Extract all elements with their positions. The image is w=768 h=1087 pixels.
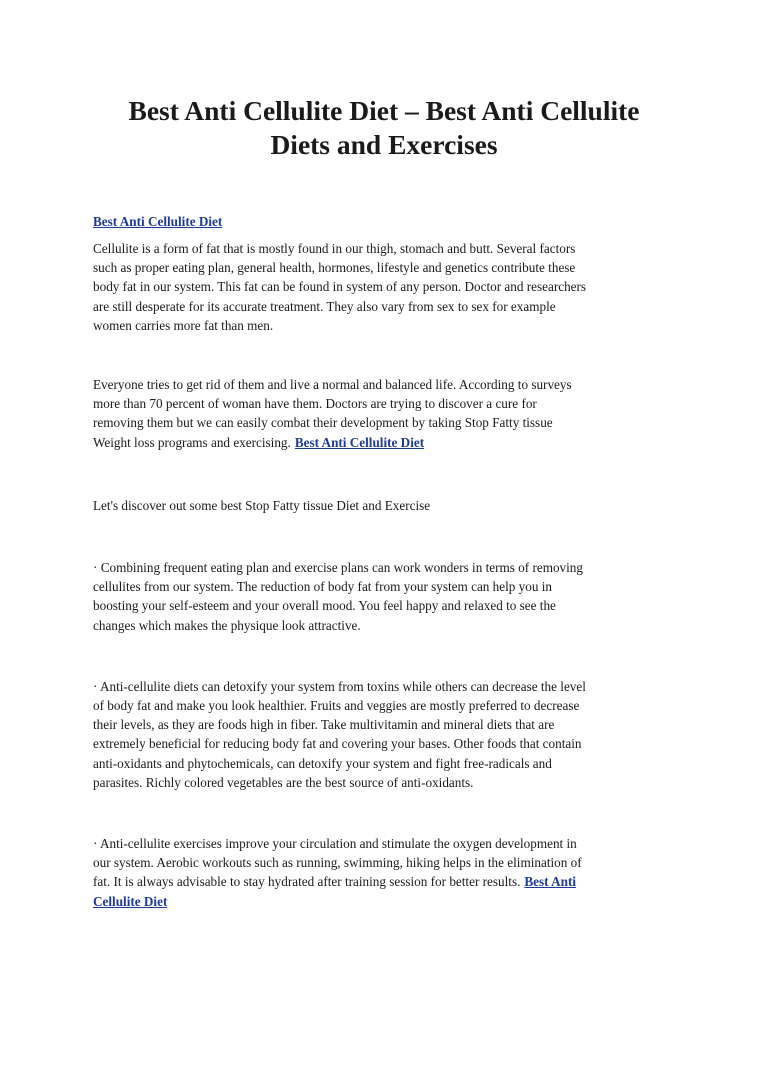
paragraph-intro bbox=[93, 239, 681, 335]
text-line: their levels, as they are foods high in fiber. Take multivitamin and mineral diets that are bbox=[93, 717, 555, 733]
paragraph-spacer bbox=[93, 515, 681, 558]
title-line-1: Best Anti Cellulite Diet – Best Anti Cellulite bbox=[128, 95, 640, 126]
text-line: women carries more fat than men. bbox=[93, 317, 274, 333]
title-line-2: Diets and Exercises bbox=[270, 129, 498, 160]
text-line: anti-oxidants and phytochemicals, can detoxify your system and fight free-radicals and bbox=[93, 755, 552, 771]
paragraph-spacer bbox=[93, 335, 681, 375]
paragraph-spacer bbox=[93, 792, 681, 834]
paragraph-spacer bbox=[93, 452, 681, 496]
text-line: Cellulite is a form of fat that is mostly found in our thigh, stomach and butt. Several factors bbox=[93, 241, 576, 256]
best-anti-cellulite-diet-link-part1[interactable]: Best Anti bbox=[524, 874, 577, 890]
bullet-combining bbox=[93, 558, 681, 635]
text-line: parasites. Richly colored vegetables are the best source of anti-oxidants. bbox=[93, 774, 474, 790]
text-line: are still desperate for its accurate treatment. They also vary from sex to sex for example bbox=[93, 298, 556, 314]
paragraph-lets-discover bbox=[93, 496, 681, 515]
text-line-with-link bbox=[93, 433, 681, 452]
paragraph-spacer bbox=[93, 635, 681, 677]
best-anti-cellulite-diet-link-part2[interactable]: Cellulite Diet bbox=[93, 893, 168, 909]
text-line: our system. Aerobic workouts such as running, swimming, hiking helps in the elimination of bbox=[93, 855, 582, 871]
text-line: of body fat and make you look healthier. Fruits and veggies are mostly preferred to decrease bbox=[93, 698, 580, 714]
bullet-anti-cellulite-diets bbox=[93, 677, 681, 792]
bullet-anti-cellulite-exercises bbox=[93, 834, 681, 911]
text-line-link-continuation bbox=[93, 892, 681, 911]
text-line: · Combining frequent eating plan and exercise plans can work wonders in terms of removing bbox=[93, 560, 583, 576]
text-line: body fat in our system. This fat can be found in system of any person. Doctor and researchers bbox=[93, 279, 587, 295]
page-title bbox=[60, 94, 708, 162]
text-line: more than 70 percent of woman have them. Doctors are trying to discover a cure for bbox=[93, 396, 537, 412]
text-line: such as proper eating plan, general health, hormones, lifestyle and genetics contribute these bbox=[93, 260, 576, 276]
best-anti-cellulite-diet-heading-link[interactable]: Best Anti Cellulite Diet bbox=[93, 214, 223, 229]
text-line: removing them but we can easily combat their development by taking Stop Fatty tissue bbox=[93, 415, 553, 431]
text-line: Let's discover out some best Stop Fatty tissue Diet and Exercise bbox=[93, 497, 431, 513]
document-body bbox=[93, 213, 681, 911]
text-line: · Anti-cellulite exercises improve your circulation and stimulate the oxygen development in bbox=[93, 836, 577, 852]
best-anti-cellulite-diet-inline-link[interactable]: Best Anti Cellulite Diet bbox=[294, 434, 425, 450]
text-line: changes which makes the physique look attractive. bbox=[93, 617, 361, 633]
text-line: Weight loss programs and exercising. bbox=[93, 434, 291, 450]
text-line: boosting your self-esteem and your overall mood. You feel happy and relaxed to see the bbox=[93, 598, 556, 614]
text-line: fat. It is always advisable to stay hydrated after training session for better results. bbox=[93, 874, 521, 890]
paragraph-everyone bbox=[93, 375, 681, 452]
text-line: · Anti-cellulite diets can detoxify your system from toxins while others can decrease the level bbox=[93, 678, 586, 694]
text-line: Everyone tries to get rid of them and live a normal and balanced life. According to surveys bbox=[93, 377, 572, 393]
text-line: cellulites from our system. The reduction of body fat from your system can help you in bbox=[93, 579, 553, 595]
text-line: extremely beneficial for reducing body fat and covering your bases. Other foods that contain bbox=[93, 736, 582, 752]
text-line-with-link bbox=[93, 872, 681, 891]
